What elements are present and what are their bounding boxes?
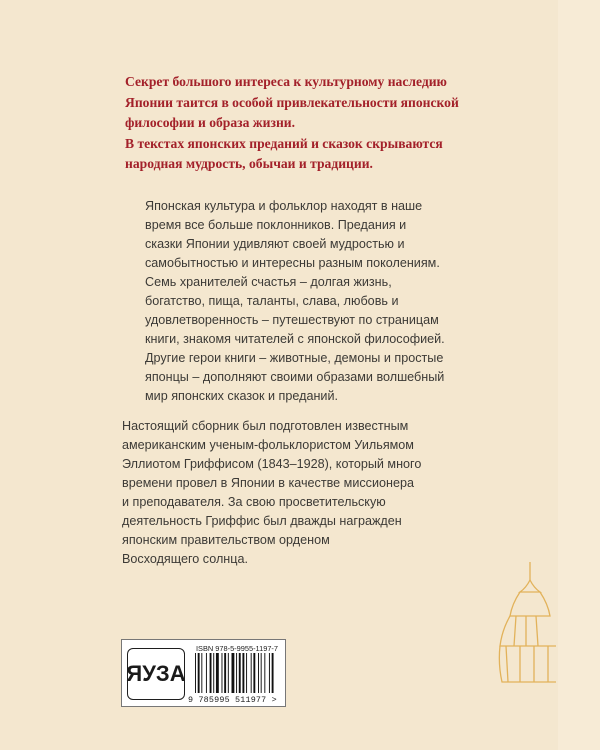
isbn-number: ISBN 978-5-9955-1197-7 <box>195 644 279 653</box>
barcode-bar <box>216 653 219 693</box>
barcode-bar <box>213 653 214 693</box>
ean-addon-marker: > <box>271 695 277 705</box>
barcode-bar <box>224 653 226 693</box>
lantern-ornament-icon <box>496 560 556 700</box>
barcode-bar <box>261 653 262 693</box>
barcode-bar <box>198 653 200 693</box>
barcode-bar <box>253 653 255 693</box>
barcode-bar <box>210 653 212 693</box>
intro-paragraph-1: Секрет большого интереса к культурному наследию Японии таится в особой привлекательности японской философии и образа жизни. <box>125 74 459 130</box>
barcode-bar <box>251 653 252 693</box>
barcode-icon <box>194 653 280 695</box>
barcode-bar <box>206 653 207 693</box>
barcode-bar <box>201 653 202 693</box>
barcode-bar <box>228 653 229 693</box>
ean-number: 9 785995 511977 <box>188 695 267 705</box>
body-paragraph-2: Настоящий сборник был подготовлен известным американским ученым-фольклористом Уильямом Эллиотом Гриффисом (1843–1928), который много времени провел в Японии в качестве миссионера и преподавателя. За свою просветительскую деятельность Гриффис был дважды награжден японским правительством орденом Восходящего солнца. <box>122 419 422 566</box>
cover-edge-band <box>558 0 600 750</box>
barcode-bar <box>239 653 241 693</box>
barcode-bar <box>272 653 274 693</box>
barcode-bar <box>242 653 244 693</box>
intro-blurb <box>125 72 545 175</box>
barcode-bar <box>269 653 270 693</box>
barcode-bar <box>258 653 259 693</box>
isbn-barcode-sticker <box>121 639 286 707</box>
publisher-logo-text: ЯУЗА <box>126 661 186 686</box>
publisher-logo <box>127 648 185 700</box>
ean-digits <box>188 695 286 705</box>
barcode-bar <box>246 653 247 693</box>
barcode-bar <box>222 653 223 693</box>
barcode-bar <box>236 653 237 693</box>
intro-paragraph-2: В текстах японских преданий и сказок скрываются народная мудрость, обычаи и традиции. <box>125 135 443 171</box>
barcode-bar <box>264 653 265 693</box>
body-paragraph-1: Японская культура и фольклор находят в наше время все больше поклонников. Предания и сказки Японии удивляют своей мудростью и самобытностью и интересны разным поколениям. Семь хранителей счастья – долгая жизнь, богатство, пища, таланты, слава, любовь и удовлетворенность – путешествуют по страницам книги, знакомя читателей с японской философией. Другие герои книги – животные, демоны и простые японцы – дополняют своими образами волшебный мир японских сказок и преданий. <box>145 199 445 403</box>
barcode-bar <box>195 653 196 693</box>
barcode-bar <box>232 653 235 693</box>
